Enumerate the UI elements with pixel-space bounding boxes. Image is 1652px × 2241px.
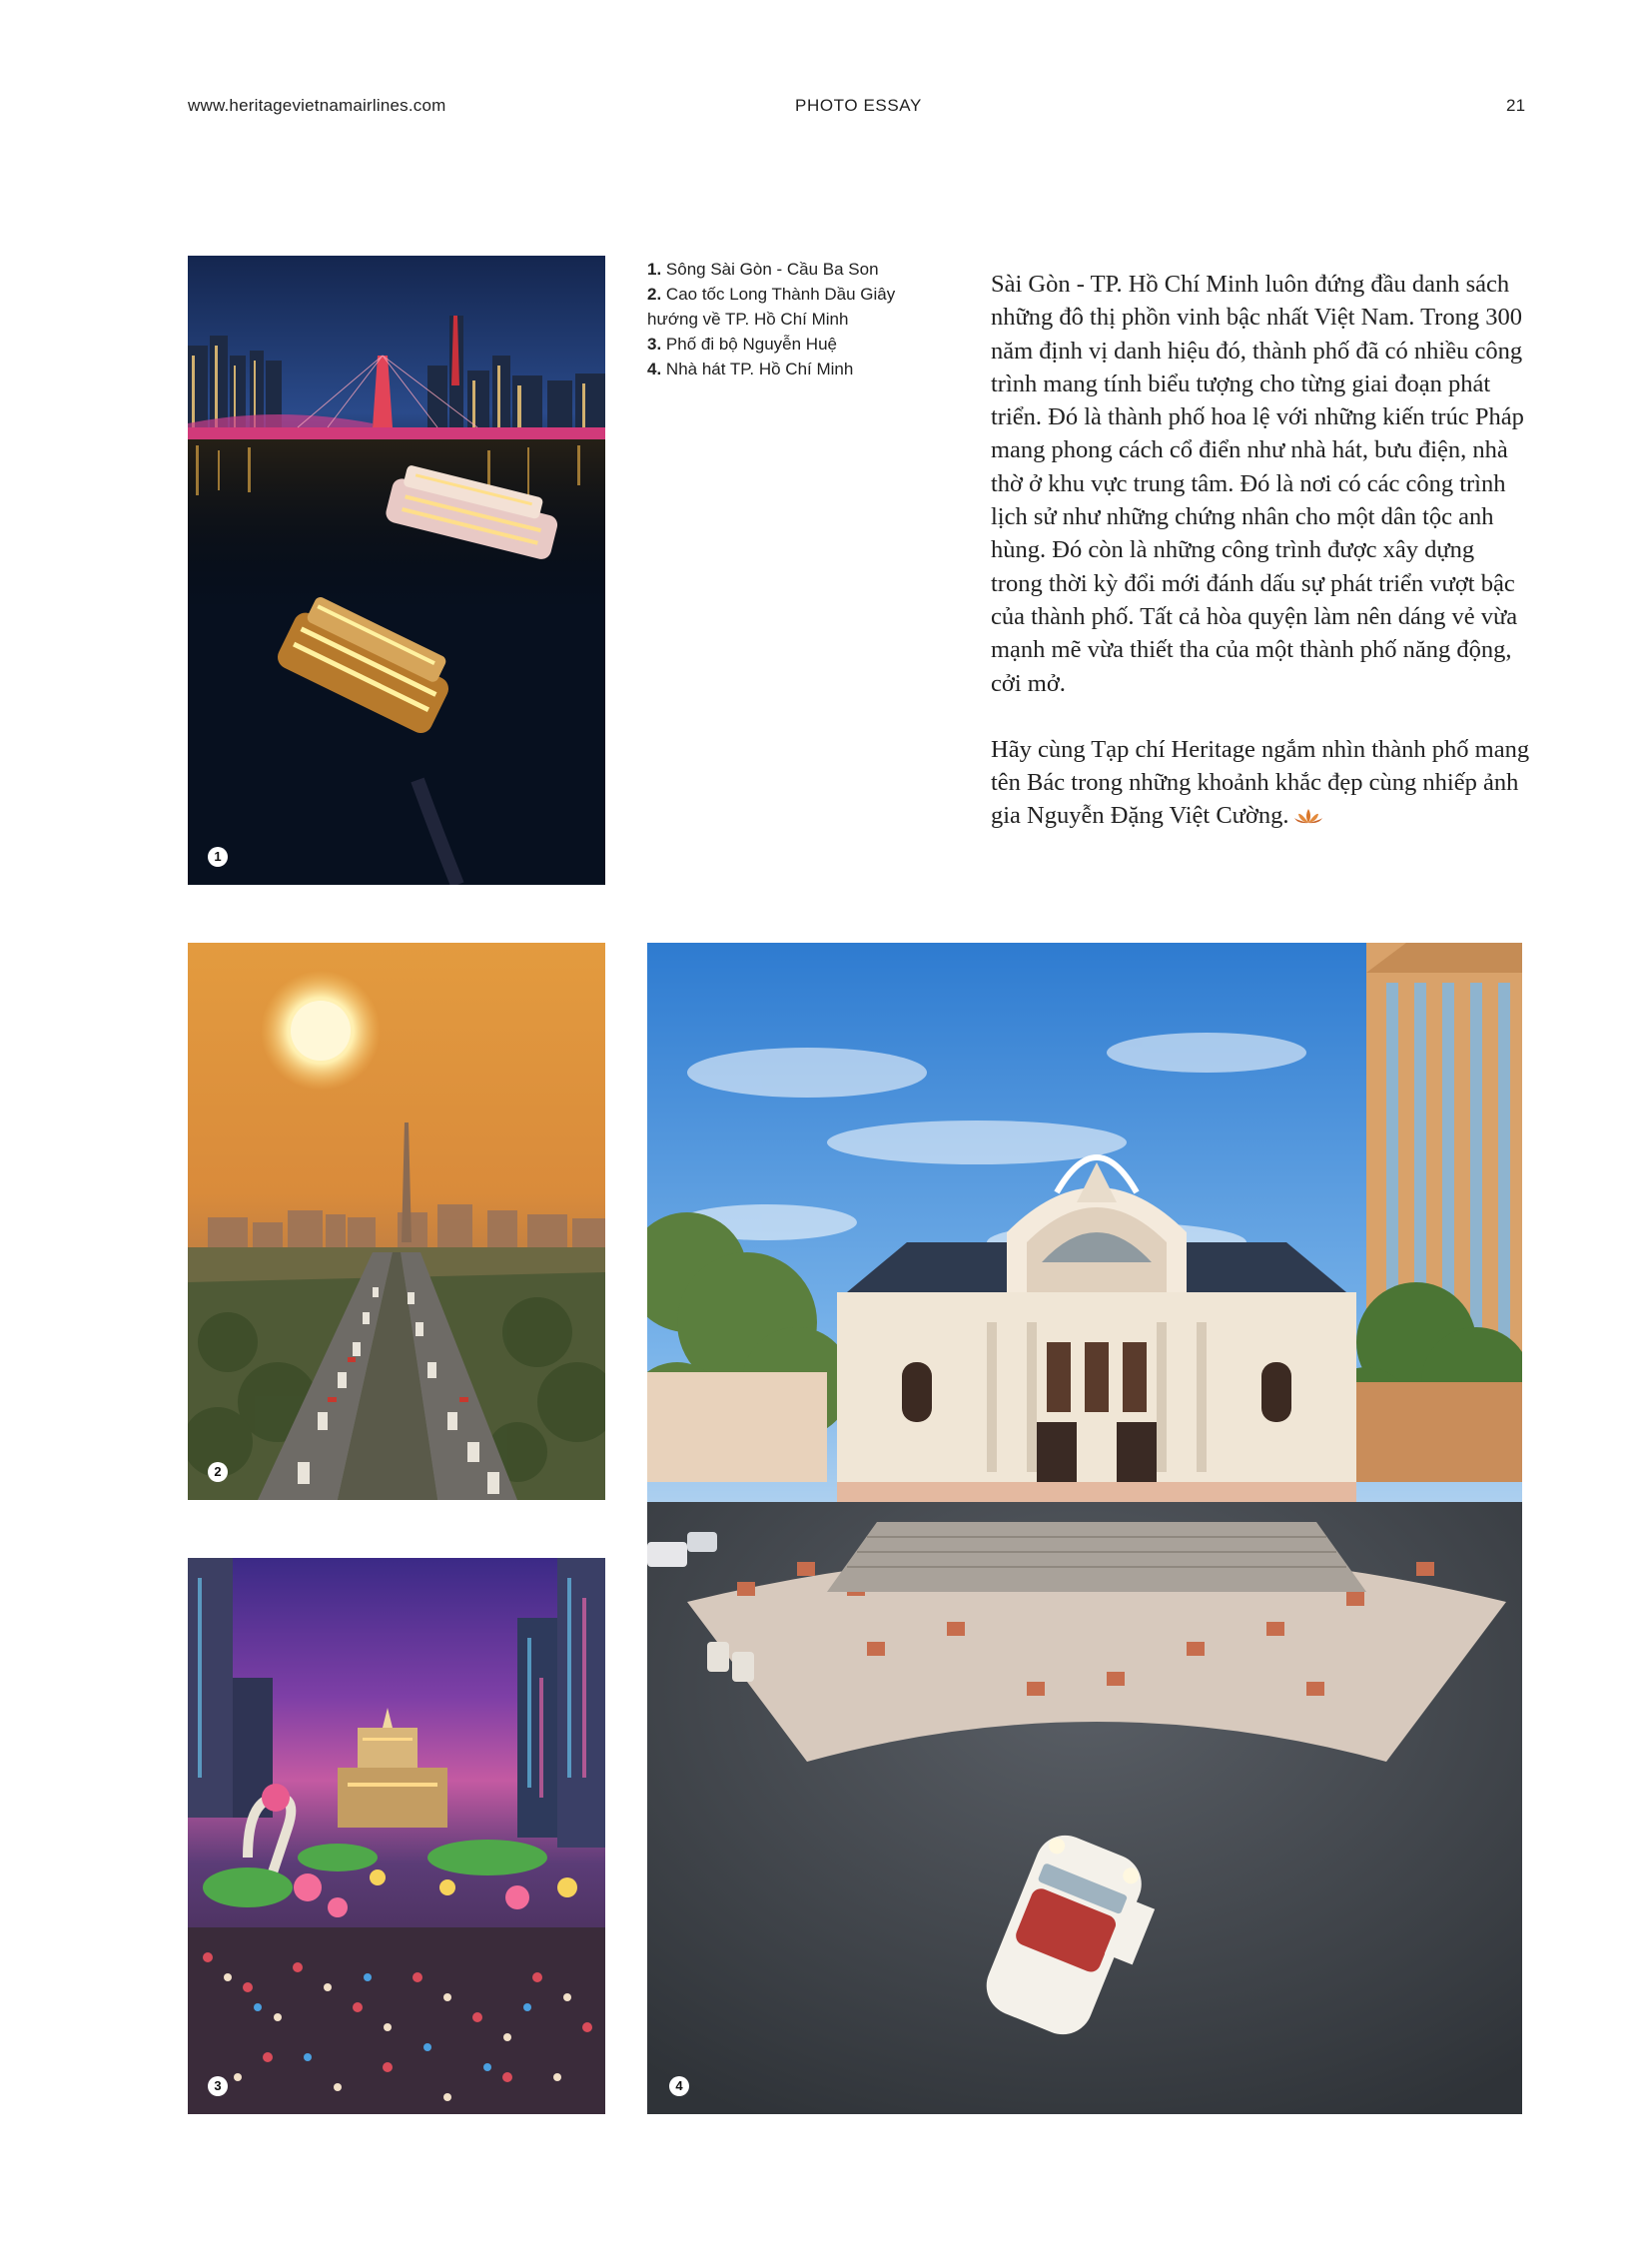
opera-house-illustration [647,943,1522,2114]
photo-number-badge: 3 [208,2076,228,2096]
photo-number-badge: 4 [669,2076,689,2096]
caption-text: Nhà hát TP. Hồ Chí Minh [665,360,854,378]
article-body [991,268,1530,833]
caption-item [647,282,917,332]
photo-opera-house [647,943,1522,2114]
caption-number: 4. [647,360,662,378]
photo-saigon-river [188,256,605,885]
caption-item [647,357,917,381]
photo-number-badge: 2 [208,1462,228,1482]
paragraph-invitation [991,733,1530,833]
paragraph-intro: Sài Gòn - TP. Hồ Chí Minh luôn đứng đầu danh sách những đô thị phồn vinh bậc nhất Việt Nam. Trong 300 năm định vị danh hiệu đó, thành phố đã có nhiều công trình mang tính biểu tượng cho từng giai đoạn phát triển. Đó là thành phố hoa lệ với những kiến trúc Pháp mang phong cách cổ điển như nhà hát, bưu điện, nhà thờ ở khu vực trung tâm. Đó là nơi có các công trình lịch sử như những chứng nhân cho một dân tộc anh hùng. Đó còn là những công trình được xây dựng trong thời kỳ đổi mới đánh dấu sự phát triển vượt bậc của thành phố. Tất cả hòa quyện làm nên dáng vẻ vừa mạnh mẽ vừa thiết tha của một thành phố năng động, cởi mở. [991,271,1524,697]
photo-walking-street [188,1558,605,2114]
paragraph-invitation-text: Hãy cùng Tạp chí Heritage ngắm nhìn thành phố mang tên Bác trong những khoảnh khắc đẹp cùng nhiếp ảnh gia Nguyễn Đặng Việt Cường. [991,735,1530,830]
section-title: PHOTO ESSAY [795,96,922,115]
expressway-illustration [188,943,605,1500]
walking-street-illustration [188,1558,605,2114]
caption-text: Cao tốc Long Thành Dầu Giây hướng về TP. Hồ Chí Minh [647,285,896,329]
caption-number: 2. [647,285,662,304]
caption-text: Phố đi bộ Nguyễn Huệ [665,335,837,354]
photo-captions [647,257,917,381]
page-number: 21 [1506,96,1526,115]
river-night-illustration [188,256,605,885]
caption-text: Sông Sài Gòn - Cầu Ba Son [665,260,879,279]
caption-number: 1. [647,260,662,279]
lotus-icon [1293,807,1323,825]
site-url[interactable]: www.heritagevietnamairlines.com [188,96,446,115]
caption-number: 3. [647,335,662,354]
photo-expressway [188,943,605,1500]
caption-item [647,332,917,357]
caption-item [647,257,917,282]
photo-number-badge: 1 [208,847,228,867]
